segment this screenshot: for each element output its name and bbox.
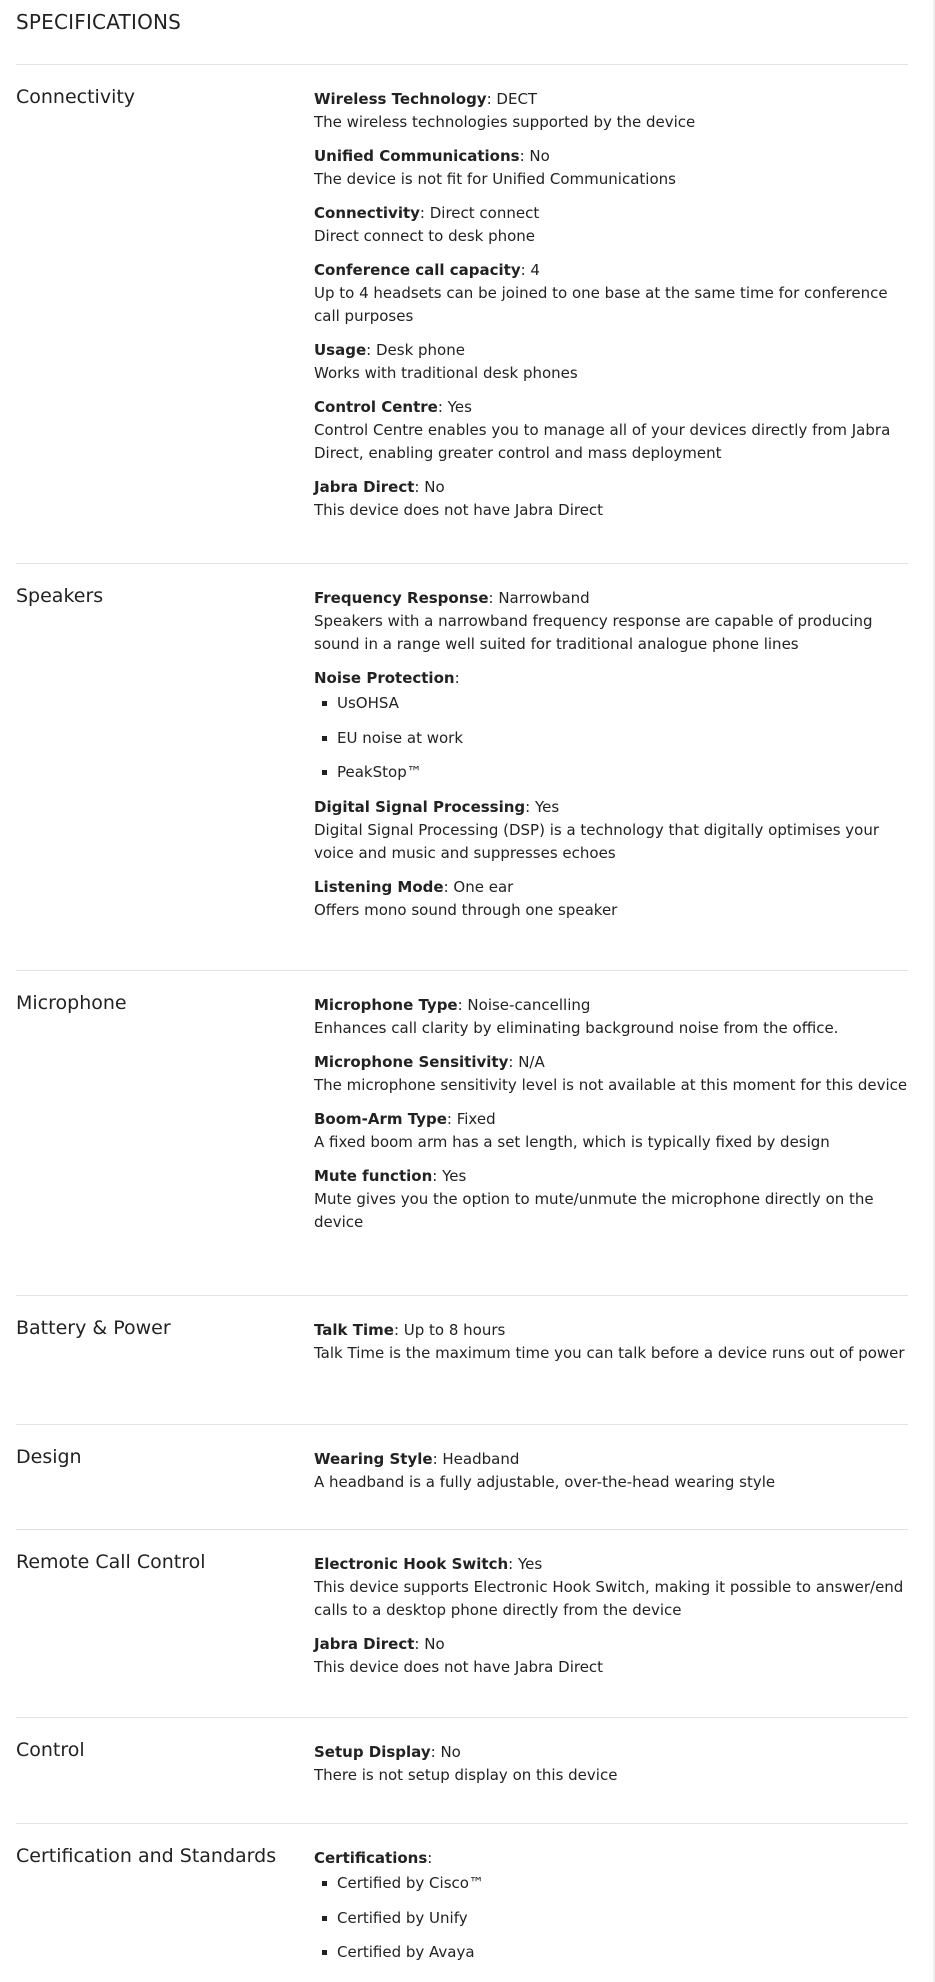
spec-items <box>314 88 914 533</box>
bullet-text: UsOHSA <box>337 694 399 712</box>
spec-description: The wireless technologies supported by the device <box>314 113 696 131</box>
section-title: Microphone <box>16 992 127 1014</box>
spec-description: There is not setup display on this device <box>314 1766 618 1784</box>
bullet-text: EU noise at work <box>337 728 464 747</box>
section-divider <box>16 970 908 971</box>
spec-name: Jabra Direct <box>314 478 415 496</box>
spec-item <box>314 88 914 134</box>
spec-heading <box>314 339 914 362</box>
spec-name: Wireless Technology <box>314 90 487 108</box>
spec-item <box>314 476 914 522</box>
spec-value: : Yes <box>437 398 472 416</box>
spec-name: Microphone Sensitivity <box>314 1053 509 1071</box>
spec-heading <box>314 476 914 499</box>
spec-heading <box>314 1633 914 1656</box>
spec-item <box>314 1165 914 1234</box>
spec-heading <box>314 1051 914 1074</box>
spec-value: : Yes <box>432 1167 467 1185</box>
bullet-item <box>314 1872 914 1895</box>
spec-section <box>16 64 908 519</box>
spec-name: Digital Signal Processing <box>314 797 526 816</box>
spec-item <box>314 1847 914 1964</box>
spec-heading <box>314 1108 914 1131</box>
section-divider <box>16 64 908 65</box>
spec-section <box>16 1295 908 1362</box>
bullet-item <box>314 1907 914 1930</box>
bullet-text: Certified by Unify <box>337 1908 468 1927</box>
spec-description: The microphone sensitivity level is not available at this moment for this device <box>314 1076 908 1094</box>
spec-heading <box>314 396 914 419</box>
spec-description: Speakers with a narrowband frequency response are capable of producing sound in a range well suited for traditional analogue phone lines <box>314 612 873 653</box>
spec-section <box>16 1823 908 1961</box>
square-bullet-icon <box>322 736 327 741</box>
spec-value: : 4 <box>520 261 540 279</box>
spec-name: Usage <box>314 341 367 359</box>
square-bullet-icon <box>322 701 327 706</box>
spec-section <box>16 1424 908 1491</box>
section-title: Design <box>16 1446 82 1468</box>
spec-value: : DECT <box>486 90 538 108</box>
section-title: Certification and Standards <box>16 1845 277 1867</box>
spec-name: Talk Time <box>314 1321 394 1339</box>
spec-item <box>314 587 914 656</box>
spec-items <box>314 1448 914 1505</box>
section-divider <box>16 1823 908 1824</box>
spec-items <box>314 1847 914 1976</box>
spec-section <box>16 563 908 919</box>
spec-value: : No <box>430 1743 461 1761</box>
spec-value: : <box>454 669 460 687</box>
spec-heading <box>314 876 914 899</box>
section-title: Battery & Power <box>16 1317 171 1339</box>
spec-name: Electronic Hook Switch <box>314 1555 509 1573</box>
spec-item <box>314 876 914 922</box>
spec-description: This device does not have Jabra Direct <box>314 501 604 519</box>
spec-value: : One ear <box>443 877 514 896</box>
spec-heading <box>314 259 914 282</box>
spec-items <box>314 587 914 933</box>
spec-name: Unified Communications <box>314 147 520 165</box>
bullet-list <box>314 692 914 784</box>
spec-value: : N/A <box>508 1053 545 1071</box>
section-title: Speakers <box>16 585 104 607</box>
spec-item <box>314 1108 914 1154</box>
section-divider <box>16 1424 908 1425</box>
spec-value: : No <box>414 1635 445 1653</box>
spec-heading <box>314 1553 914 1576</box>
section-divider <box>16 1717 908 1718</box>
spec-description: Up to 4 headsets can be joined to one base at the same time for conference call purposes <box>314 284 888 325</box>
spec-description: This device supports Electronic Hook Switch, making it possible to answer/end calls to a desktop phone directly from the device <box>314 1578 904 1619</box>
spec-name: Boom-Arm Type <box>314 1110 447 1128</box>
spec-description: Talk Time is the maximum time you can talk before a device runs out of power <box>314 1344 905 1362</box>
spec-name: Jabra Direct <box>314 1635 415 1653</box>
spec-item <box>314 1553 914 1622</box>
spec-item <box>314 994 914 1040</box>
spec-name: Wearing Style <box>314 1450 433 1468</box>
spec-description: Offers mono sound through one speaker <box>314 900 618 919</box>
spec-description: A fixed boom arm has a set length, which is typically fixed by design <box>314 1133 830 1151</box>
spec-name: Conference call capacity <box>314 261 521 279</box>
spec-description: Digital Signal Processing (DSP) is a technology that digitally optimises your voice and music and suppresses echoes <box>314 820 880 862</box>
bullet-text: PeakStop™ <box>337 763 422 781</box>
spec-value: : Noise-cancelling <box>457 996 591 1014</box>
spec-items <box>314 1553 914 1690</box>
spec-description: Works with traditional desk phones <box>314 364 578 382</box>
spec-item <box>314 796 914 865</box>
spec-item <box>314 259 914 328</box>
spec-name: Microphone Type <box>314 996 458 1014</box>
section-title: Control <box>16 1739 85 1761</box>
spec-items <box>314 1741 914 1798</box>
spec-name: Setup Display <box>314 1743 431 1761</box>
spec-value: : <box>427 1849 433 1867</box>
page-title: SPECIFICATIONS <box>16 10 182 34</box>
spec-description: Enhances call clarity by eliminating background noise from the office. <box>314 1019 839 1037</box>
section-title: Connectivity <box>16 86 136 108</box>
bullet-list <box>314 1872 914 1964</box>
spec-value: : No <box>519 147 550 165</box>
spec-value: : Yes <box>525 797 560 816</box>
spec-item <box>314 396 914 465</box>
spec-value: : Direct connect <box>419 204 540 222</box>
square-bullet-icon <box>322 1916 327 1921</box>
spec-value: : Up to 8 hours <box>393 1321 506 1339</box>
section-divider <box>16 1295 908 1296</box>
spec-item <box>314 1741 914 1787</box>
spec-heading <box>314 1741 914 1764</box>
bullet-item <box>314 1941 914 1964</box>
section-title: Remote Call Control <box>16 1551 206 1573</box>
spec-items <box>314 994 914 1245</box>
spec-value: : Yes <box>508 1555 543 1573</box>
spec-description: Mute gives you the option to mute/unmute the microphone directly on the device <box>314 1190 874 1231</box>
spec-heading <box>314 994 914 1017</box>
spec-heading <box>314 1847 914 1870</box>
bullet-text: Certified by Cisco™ <box>337 1874 484 1892</box>
square-bullet-icon <box>322 1950 327 1955</box>
spec-heading <box>314 88 914 111</box>
spec-name: Frequency Response <box>314 589 489 607</box>
section-divider <box>16 563 908 564</box>
section-divider <box>16 1529 908 1530</box>
spec-name: Mute function <box>314 1167 433 1185</box>
bullet-item <box>314 692 914 715</box>
bullet-item <box>314 727 914 750</box>
spec-item <box>314 1448 914 1494</box>
spec-item <box>314 667 914 784</box>
spec-value: : Narrowband <box>488 589 590 607</box>
spec-name: Noise Protection <box>314 669 455 687</box>
spec-heading <box>314 1165 914 1188</box>
square-bullet-icon <box>322 1881 327 1886</box>
spec-section <box>16 970 908 1231</box>
spec-item <box>314 1319 914 1365</box>
spec-description: Control Centre enables you to manage all of your devices directly from Jabra Direct, enabling greater control and mass deployment <box>314 421 891 462</box>
spec-description: Direct connect to desk phone <box>314 227 536 245</box>
spec-section <box>16 1529 908 1676</box>
bullet-item <box>314 761 914 784</box>
spec-description: This device does not have Jabra Direct <box>314 1658 604 1676</box>
spec-items <box>314 1319 914 1376</box>
spec-value: : Desk phone <box>366 341 465 359</box>
spec-heading <box>314 1448 914 1471</box>
spec-description: A headband is a fully adjustable, over-the-head wearing style <box>314 1473 776 1491</box>
spec-value: : No <box>414 478 445 496</box>
spec-item <box>314 202 914 248</box>
spec-heading <box>314 145 914 168</box>
spec-description: The device is not fit for Unified Communications <box>314 170 676 188</box>
spec-heading <box>314 1319 914 1342</box>
spec-name: Certifications <box>314 1849 428 1867</box>
bullet-text: Certified by Avaya <box>337 1943 475 1961</box>
spec-value: : Headband <box>432 1450 520 1468</box>
spec-heading <box>314 202 914 225</box>
spec-name: Listening Mode <box>314 877 444 896</box>
spec-item <box>314 145 914 191</box>
square-bullet-icon <box>322 770 327 775</box>
spec-name: Connectivity <box>314 204 420 222</box>
spec-item <box>314 1633 914 1679</box>
spec-section <box>16 1717 908 1784</box>
spec-heading <box>314 796 914 819</box>
spec-item <box>314 1051 914 1097</box>
spec-heading <box>314 667 914 690</box>
spec-heading <box>314 587 914 610</box>
spec-item <box>314 339 914 385</box>
spec-value: : Fixed <box>446 1110 496 1128</box>
spec-name: Control Centre <box>314 398 438 416</box>
